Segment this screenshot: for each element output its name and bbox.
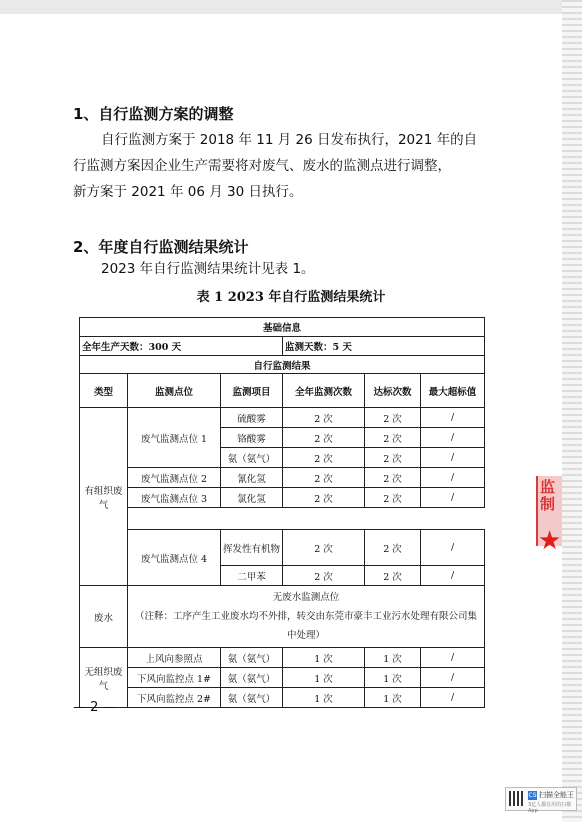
pass-cell: 2 次 [365, 530, 421, 566]
item-cell: 二甲苯 [221, 566, 283, 586]
production-days: 全年生产天数：300 天 [80, 337, 283, 356]
times-cell: 2 次 [283, 408, 365, 428]
item-cell: 氨（氨气） [221, 648, 283, 668]
camscanner-logo-icon: CS [528, 792, 537, 799]
pass-cell: 2 次 [365, 408, 421, 428]
type-unorganized: 无组织废气 [80, 648, 128, 708]
pass-cell: 2 次 [365, 448, 421, 468]
scan-top-edge [0, 0, 582, 14]
item-cell: 铬酸雾 [221, 428, 283, 448]
max-cell: / [421, 448, 485, 468]
water-note-line-1: 无废水监测点位 [272, 592, 340, 603]
scan-right-edge [562, 0, 582, 822]
watermark-app-name: 扫描全能王 [539, 791, 574, 799]
item-cell: 硫酸雾 [221, 408, 283, 428]
type-water: 废水 [80, 586, 128, 648]
times-cell: 2 次 [283, 488, 365, 508]
point-4: 废气监测点位 4 [128, 530, 221, 586]
u-point-1: 上风向参照点 [128, 648, 221, 668]
point-3: 废气监测点位 3 [128, 488, 221, 508]
pass-cell: 2 次 [365, 428, 421, 448]
pass-cell: 2 次 [365, 566, 421, 586]
col-header-pass: 达标次数 [365, 374, 421, 408]
red-seal-stamp [536, 476, 562, 556]
times-cell: 2 次 [283, 448, 365, 468]
max-cell: / [421, 468, 485, 488]
star-icon: ★ [538, 526, 562, 556]
stamp-text: 监制 [540, 478, 556, 513]
point-2: 废气监测点位 2 [128, 468, 221, 488]
basic-info-header: 基础信息 [80, 318, 485, 337]
times-cell: 1 次 [283, 648, 365, 668]
col-header-times: 全年监测次数 [283, 374, 365, 408]
item-cell: 氨（氨气） [221, 668, 283, 688]
results-header: 自行监测结果 [80, 356, 485, 374]
max-cell: / [421, 428, 485, 448]
max-cell: / [421, 408, 485, 428]
pass-cell: 2 次 [365, 468, 421, 488]
times-cell: 2 次 [283, 428, 365, 448]
times-cell: 1 次 [283, 688, 365, 708]
max-cell: / [421, 530, 485, 566]
pass-cell: 1 次 [365, 688, 421, 708]
results-table [79, 317, 485, 708]
page-number: — 2 — [73, 700, 116, 715]
table-caption: 表 1 2023 年自行监测结果统计 [196, 290, 386, 305]
section-2-heading: 2、年度自行监测结果统计 [73, 238, 249, 256]
pass-cell: 1 次 [365, 668, 421, 688]
times-cell: 2 次 [283, 566, 365, 586]
qr-code-icon [509, 791, 524, 806]
pass-cell: 2 次 [365, 488, 421, 508]
col-header-item: 监测项目 [221, 374, 283, 408]
u-point-2: 下风向监控点 1# [128, 668, 221, 688]
point-1: 废气监测点位 1 [128, 408, 221, 468]
pass-cell: 1 次 [365, 648, 421, 668]
monitoring-days: 监测天数：5 天 [283, 337, 485, 356]
max-cell: / [421, 648, 485, 668]
col-header-type: 类型 [80, 374, 128, 408]
watermark-subtitle: 3亿人都在用的扫描App [528, 802, 572, 814]
para-line-3: 新方案于 2021 年 06 月 30 日执行。 [73, 184, 303, 200]
table-intro: 2023 年自行监测结果统计见表 1。 [101, 261, 315, 277]
col-header-point: 监测点位 [128, 374, 221, 408]
max-cell: / [421, 566, 485, 586]
item-cell: 氰化氢 [221, 468, 283, 488]
section-1-heading: 1、自行监测方案的调整 [73, 105, 234, 123]
item-cell: 氯化氢 [221, 488, 283, 508]
para-line-2: 行监测方案因企业生产需要将对废气、废水的监测点进行调整， [73, 158, 451, 174]
para-line-1: 自行监测方案于 2018 年 11 月 26 日发布执行，2021 年的自 [101, 132, 478, 148]
scanner-watermark [505, 787, 577, 814]
col-header-max: 最大超标值 [421, 374, 485, 408]
water-note-line-2: （注释：工序产生工业废水均不外排，转交由东莞市豪丰工业污水处理有限公司集中处理） [135, 611, 478, 641]
max-cell: / [421, 668, 485, 688]
max-cell: / [421, 488, 485, 508]
max-cell: / [421, 688, 485, 708]
type-organized: 有组织废气 [80, 408, 128, 586]
times-cell: 2 次 [283, 468, 365, 488]
times-cell: 1 次 [283, 668, 365, 688]
times-cell: 2 次 [283, 530, 365, 566]
u-point-3: 下风向监控点 2# [128, 688, 221, 708]
water-note-cell [128, 586, 485, 648]
item-cell: 氨（氨气） [221, 448, 283, 468]
item-cell: 挥发性有机物 [221, 530, 283, 566]
item-cell: 氨（氨气） [221, 688, 283, 708]
